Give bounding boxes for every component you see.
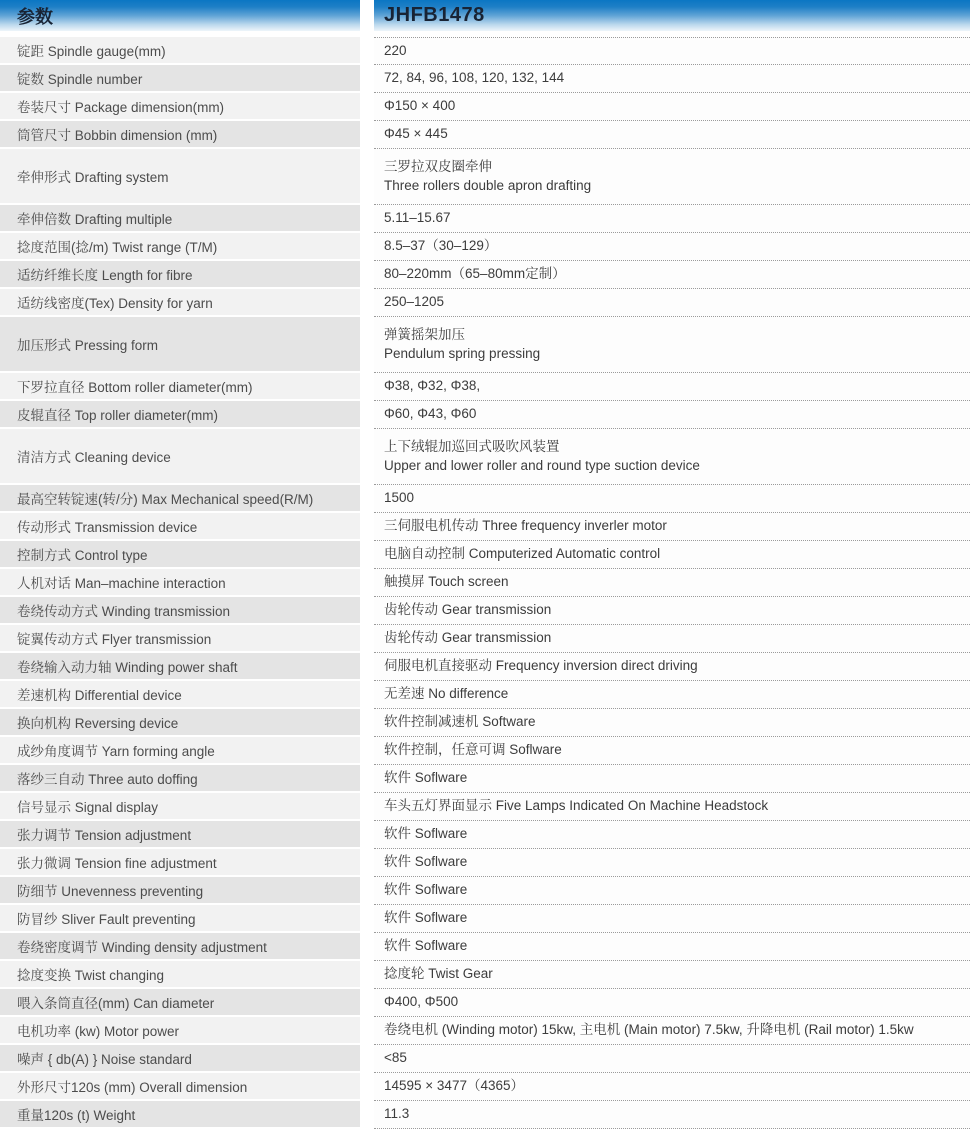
row-value: [374, 401, 970, 429]
row-value-line1: 软件 Soflware: [384, 770, 468, 786]
row-label: 外形尺寸120s (mm) Overall dimension: [0, 1073, 360, 1101]
table-row: [0, 401, 970, 429]
row-label: 清洁方式 Cleaning device: [0, 429, 360, 485]
row-column-gap: [360, 709, 374, 737]
row-column-gap: [360, 961, 374, 989]
row-label: 适纺纤维长度 Length for fibre: [0, 261, 360, 289]
row-value-line1: 软件 Soflware: [384, 854, 468, 870]
table-row: [0, 737, 970, 765]
row-column-gap: [360, 737, 374, 765]
row-value: [374, 37, 970, 65]
table-row: [0, 261, 970, 289]
table-row: [0, 37, 970, 65]
row-column-gap: [360, 401, 374, 429]
table-row: [0, 289, 970, 317]
row-value-line2: Pendulum spring pressing: [384, 345, 541, 361]
row-value: [374, 933, 970, 961]
row-value: [374, 569, 970, 597]
row-label: 控制方式 Control type: [0, 541, 360, 569]
row-label: 成纱角度调节 Yarn forming angle: [0, 737, 360, 765]
table-row: [0, 205, 970, 233]
row-value-line1: Φ38, Φ32, Φ38,: [384, 378, 481, 394]
row-label: 捻度变换 Twist changing: [0, 961, 360, 989]
table-row: [0, 877, 970, 905]
row-label: 加压形式 Pressing form: [0, 317, 360, 373]
row-value: [374, 485, 970, 513]
row-value: [374, 233, 970, 261]
row-value-line1: 软件 Soflware: [384, 882, 468, 898]
row-label: 牵伸倍数 Drafting multiple: [0, 205, 360, 233]
row-column-gap: [360, 121, 374, 149]
table-row: [0, 821, 970, 849]
row-column-gap: [360, 821, 374, 849]
row-label: 落纱三自动 Three auto doffing: [0, 765, 360, 793]
row-value: [374, 793, 970, 821]
row-column-gap: [360, 261, 374, 289]
row-label: 差速机构 Differential device: [0, 681, 360, 709]
row-value-line1: 弹簧摇架加压: [384, 327, 465, 343]
row-column-gap: [360, 317, 374, 373]
row-label: 信号显示 Signal display: [0, 793, 360, 821]
row-column-gap: [360, 1017, 374, 1045]
row-value-line1: 上下绒辊加巡回式吸吹风装置: [384, 439, 560, 455]
table-row: [0, 317, 970, 373]
table-row: [0, 793, 970, 821]
row-value: [374, 653, 970, 681]
row-value-line1: 80–220mm（65–80mm定制）: [384, 266, 566, 282]
row-value: [374, 261, 970, 289]
table-row: [0, 709, 970, 737]
row-label: 喂入条筒直径(mm) Can diameter: [0, 989, 360, 1017]
row-value-line1: 电脑自动控制 Computerized Automatic control: [384, 546, 661, 562]
row-column-gap: [360, 93, 374, 121]
row-column-gap: [360, 37, 374, 65]
row-label: 最高空转锭速(转/分) Max Mechanical speed(R/M): [0, 485, 360, 513]
table-row: [0, 765, 970, 793]
row-label: 下罗拉直径 Bottom roller diameter(mm): [0, 373, 360, 401]
row-label: 换向机构 Reversing device: [0, 709, 360, 737]
row-column-gap: [360, 849, 374, 877]
row-value-line1: 11.3: [384, 1106, 410, 1122]
row-value: [374, 541, 970, 569]
table-row: [0, 1017, 970, 1045]
row-value: [374, 205, 970, 233]
table-row: [0, 1045, 970, 1073]
row-label: 卷绕输入动力轴 Winding power shaft: [0, 653, 360, 681]
row-column-gap: [360, 793, 374, 821]
row-column-gap: [360, 541, 374, 569]
row-value-line1: 伺服电机直接驱动 Frequency inversion direct driving: [384, 658, 698, 674]
table-row: [0, 541, 970, 569]
row-value-line1: 5.11–15.67: [384, 210, 451, 226]
row-column-gap: [360, 597, 374, 625]
table-row: [0, 569, 970, 597]
row-value: [374, 289, 970, 317]
row-column-gap: [360, 373, 374, 401]
row-value: [374, 1073, 970, 1101]
row-label: 牵伸形式 Drafting system: [0, 149, 360, 205]
table-row: [0, 961, 970, 989]
row-value-line1: 齿轮传动 Gear transmission: [384, 630, 552, 646]
row-value-line1: 250–1205: [384, 294, 445, 310]
table-row: [0, 681, 970, 709]
row-value-line1: 卷绕电机 (Winding motor) 15kw, 主电机 (Main motor) 7.5kw, 升降电机 (Rail motor) 1.5kw: [384, 1022, 914, 1038]
table-row: [0, 989, 970, 1017]
row-value: [374, 597, 970, 625]
row-label: 适纺线密度(Tex) Density for yarn: [0, 289, 360, 317]
row-label: 捻度范围(捻/m) Twist range (T/M): [0, 233, 360, 261]
row-value-line1: 220: [384, 42, 407, 58]
row-value: [374, 709, 970, 737]
row-column-gap: [360, 625, 374, 653]
row-value: [374, 317, 970, 373]
row-column-gap: [360, 1101, 374, 1129]
row-value: [374, 989, 970, 1017]
table-row: [0, 933, 970, 961]
table-row: [0, 121, 970, 149]
table-row: [0, 373, 970, 401]
row-column-gap: [360, 765, 374, 793]
row-value: [374, 149, 970, 205]
row-value: [374, 877, 970, 905]
row-value-line1: <85: [384, 1050, 407, 1066]
row-label: 卷绕传动方式 Winding transmission: [0, 597, 360, 625]
row-label: 人机对话 Man–machine interaction: [0, 569, 360, 597]
row-column-gap: [360, 933, 374, 961]
row-value: [374, 765, 970, 793]
row-value: [374, 737, 970, 765]
header-model-label: JHFB1478: [374, 0, 970, 31]
row-label: 防细节 Unevenness preventing: [0, 877, 360, 905]
row-value: [374, 65, 970, 93]
row-value: [374, 821, 970, 849]
header-column-gap: [360, 0, 374, 31]
row-label: 锭距 Spindle gauge(mm): [0, 37, 360, 65]
table-header: [0, 0, 970, 31]
row-value-line1: Φ60, Φ43, Φ60: [384, 406, 477, 422]
table-row: [0, 93, 970, 121]
row-value: [374, 373, 970, 401]
table-row: [0, 429, 970, 485]
row-column-gap: [360, 681, 374, 709]
row-column-gap: [360, 989, 374, 1017]
row-value-line1: 三伺服电机传动 Three frequency inverler motor: [384, 518, 667, 534]
row-label: 筒管尺寸 Bobbin dimension (mm): [0, 121, 360, 149]
row-label: 张力微调 Tension fine adjustment: [0, 849, 360, 877]
row-label: 重量120s (t) Weight: [0, 1101, 360, 1129]
table-row: [0, 1101, 970, 1129]
row-value-line2: Upper and lower roller and round type suction device: [384, 457, 700, 473]
row-value-line2: Three rollers double apron drafting: [384, 177, 592, 193]
row-value-line1: 14595 × 3477（4365）: [384, 1078, 524, 1094]
row-value-line1: 软件 Soflware: [384, 826, 468, 842]
row-value-line1: Φ45 × 445: [384, 126, 448, 142]
row-value-line1: Φ150 × 400: [384, 98, 456, 114]
table-row: [0, 149, 970, 205]
row-value-line1: 软件控制减速机 Software: [384, 714, 536, 730]
row-value-line1: 车头五灯界面显示 Five Lamps Indicated On Machine Headstock: [384, 798, 769, 814]
row-value-line1: 软件控制，任意可调 Soflware: [384, 742, 562, 758]
row-value: [374, 849, 970, 877]
row-value: [374, 1017, 970, 1045]
row-label: 锭翼传动方式 Flyer transmission: [0, 625, 360, 653]
row-value-line1: 72, 84, 96, 108, 120, 132, 144: [384, 70, 565, 86]
table-row: [0, 597, 970, 625]
row-label: 锭数 Spindle number: [0, 65, 360, 93]
row-label: 卷装尺寸 Package dimension(mm): [0, 93, 360, 121]
row-label: 卷绕密度调节 Winding density adjustment: [0, 933, 360, 961]
row-value-line1: 捻度轮 Twist Gear: [384, 966, 493, 982]
row-column-gap: [360, 289, 374, 317]
row-column-gap: [360, 513, 374, 541]
row-value: [374, 961, 970, 989]
table-row: [0, 905, 970, 933]
row-column-gap: [360, 149, 374, 205]
row-column-gap: [360, 569, 374, 597]
row-column-gap: [360, 429, 374, 485]
row-value-line1: 1500: [384, 490, 415, 506]
row-column-gap: [360, 205, 374, 233]
row-value-line1: 软件 Soflware: [384, 938, 468, 954]
row-column-gap: [360, 1045, 374, 1073]
table-row: [0, 233, 970, 261]
table-row: [0, 65, 970, 93]
row-value: [374, 681, 970, 709]
row-column-gap: [360, 653, 374, 681]
row-value-line1: 触摸屏 Touch screen: [384, 574, 509, 590]
row-value-line1: 三罗拉双皮圈牵伸: [384, 159, 492, 175]
row-column-gap: [360, 905, 374, 933]
row-value: [374, 93, 970, 121]
row-value: [374, 905, 970, 933]
row-label: 皮辊直径 Top roller diameter(mm): [0, 401, 360, 429]
row-column-gap: [360, 485, 374, 513]
row-value: [374, 429, 970, 485]
table-row: [0, 485, 970, 513]
row-value: [374, 625, 970, 653]
table-row: [0, 625, 970, 653]
row-value: [374, 121, 970, 149]
row-column-gap: [360, 233, 374, 261]
table-row: [0, 653, 970, 681]
row-label: 噪声 { db(A) } Noise standard: [0, 1045, 360, 1073]
header-parameters-label: 参数: [0, 0, 360, 31]
row-column-gap: [360, 65, 374, 93]
row-label: 防冒纱 Sliver Fault preventing: [0, 905, 360, 933]
row-value-line1: 齿轮传动 Gear transmission: [384, 602, 552, 618]
row-value-line1: 软件 Soflware: [384, 910, 468, 926]
row-value: [374, 1045, 970, 1073]
spec-rows: [0, 37, 970, 1129]
row-column-gap: [360, 877, 374, 905]
row-value-line1: 8.5–37（30–129）: [384, 238, 498, 254]
row-label: 张力调节 Tension adjustment: [0, 821, 360, 849]
table-row: [0, 849, 970, 877]
row-value-line1: Φ400, Φ500: [384, 994, 459, 1010]
row-label: 电机功率 (kw) Motor power: [0, 1017, 360, 1045]
row-column-gap: [360, 1073, 374, 1101]
table-row: [0, 1073, 970, 1101]
row-label: 传动形式 Transmission device: [0, 513, 360, 541]
row-value: [374, 1101, 970, 1129]
table-row: [0, 513, 970, 541]
row-value: [374, 513, 970, 541]
row-value-line1: 无差速 No difference: [384, 686, 509, 702]
